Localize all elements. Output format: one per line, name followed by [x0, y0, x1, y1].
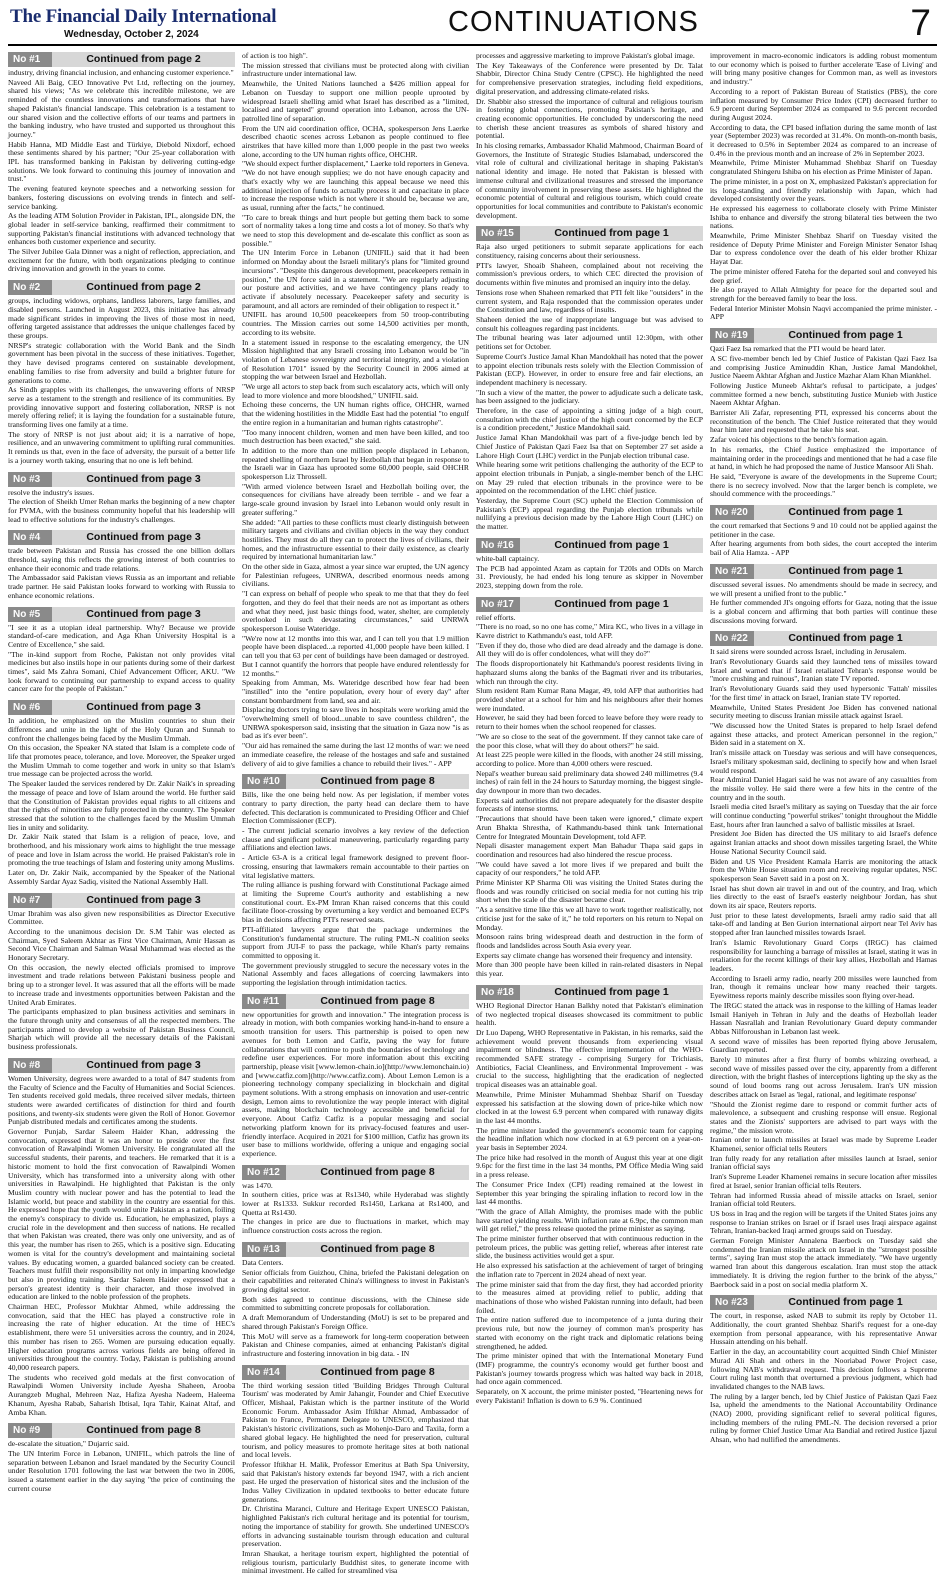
continued-from-label: Continued from page 3 — [52, 472, 235, 487]
story-paragraph: He expressed his eagerness to collaborate closely with Prime Minister Ishiba to enhance and diversify the strong bilateral ties between the two nations. — [710, 203, 937, 231]
continued-from-label: Continued from page 1 — [520, 226, 703, 241]
continued-from-label: Continued from page 3 — [52, 700, 235, 715]
story-number: No #1 — [8, 52, 52, 67]
story-paragraph: "Precautions that should have been taken were ignored," climate expert Arun Bhakta Shrestha, of Kathmandu-based think tank International Centre for Integrated Mountain Development, told AFP. — [476, 814, 703, 841]
story-header — [8, 1423, 235, 1438]
story-paragraph: NRSP's strategic collaboration with the World Bank and the Sindh government has been pivotal in the success of these initiatives. Together, they have devised programs centered on sustainable development, enabling families to rise from adversity and build a brighter future for generations to come. — [8, 340, 235, 385]
story-paragraph: Slum resident Ram Kumar Rana Magar, 49, told AFP that authorities had provided shelter at a school for him and his neighbours after their homes were inundated. — [476, 686, 703, 713]
continuation-story — [710, 328, 937, 499]
story-paragraph: "Should the Zionist regime dare to respond or commit further acts of malevolence, a subsequent and crushing response will ensue. Regional states and the Zionists' supporters are advised to part ways with the regime," the mission wrote. — [710, 1099, 937, 1135]
story-body — [710, 52, 937, 322]
story-body — [8, 717, 235, 886]
continued-from-label: Continued from page 1 — [754, 328, 937, 343]
story-body — [710, 1312, 937, 1445]
story-header — [8, 530, 235, 545]
story-body — [476, 52, 703, 220]
continued-from-label: Continued from page 3 — [52, 607, 235, 622]
story-paragraph: According to a report of Pakistan Bureau of Statistics (PBS), the core inflation measured by Consumer Price Index (CPI) decreased further to 6.9 percent during September 2024 as compared to 9.6 percent recorded during August 2024. — [710, 86, 937, 122]
story-paragraph: Yesterday, the Supreme Court (SC) upheld the Election Commission of Pakistan's (ECP) appeal regarding the Punjab election tribunals while nullifying a previous decision made by the Lahore High Court (LHC) on the matter. — [476, 496, 703, 532]
story-number: No #11 — [242, 994, 286, 1009]
continuation-story — [242, 1242, 469, 1359]
story-paragraph: Nepal's weather bureau said preliminary data showed 240 millimetres (9.4 inches) of rain fell in the 24 hours to Saturday morning, the biggest single-day downpour in more than two decades. — [476, 768, 703, 796]
story-header — [710, 564, 937, 579]
story-body — [242, 1382, 469, 1576]
story-paragraph: Meanwhile, the United Nations launched a $426 million appeal for Lebanon on Tuesday to support one million people uprooted by widespread Israeli shelling amid what Israel has described as a "limited, localised and targeted" ground operation into Lebanon, across the UN-patrolled line of separation. — [242, 79, 469, 123]
page-number: 7 — [910, 2, 931, 43]
story-paragraph: Meanwhile, United States President Joe Biden has convened national security meeting to discuss Iranian missile attack against Israel. — [710, 702, 937, 721]
story-paragraph: The UN Interim Force in Lebanon, UNIFIL, which patrols the line of separation between Lebanon and Israel mandated by the Security Council under Resolution 1701 following the last war between the two in 2006, issued a statement earlier in the day saying "the price of continuing the current course — [8, 1448, 235, 1493]
story-paragraph: groups, including widows, orphans, landless laborers, large families, and disabled persons. Launched in August 2023, this initiative has already made significant strides in improving the lives of those most in need, offering targeted assistance that addresses the unique challenges faced by these groups. — [8, 296, 235, 340]
story-paragraph: industry, driving financial inclusion, and enhancing customer experience." — [8, 68, 234, 77]
continuation-story — [710, 631, 937, 1289]
story-paragraph: white-ball captaincy. — [476, 553, 540, 563]
story-paragraph: Both sides agreed to continue discussions, with the Chinese side committed to submitting concrete proposals for collaboration. — [242, 1294, 469, 1313]
story-paragraph: Habib Hanna, MD Middle East and Türkiye, Diebold Nixdorf, echoed these sentiments shared by his partner; "Our 25-year collaboration with IPL has transformed banking in Pakistan by delivering cutting-edge solutions. We look forward to continuing this journey of innovation and trust." — [8, 139, 235, 184]
story-paragraph: The prime minister, in a post on X, emphasized Pakistan's appreciation for its long-standing and friendly relationship with Japan, which had developed consistently over the years. — [710, 176, 937, 204]
story-paragraph: "We should expect further displacement," Laerke told reporters in Geneva. "We do not have enough supplies; we do not have enough capacity and that's exactly why we are launching this appeal because we need this additional injection of funds to actually process it and capacitate in place to increase the response which is not where it should be, because we are, as usual, running after the facts," he continued. — [242, 159, 469, 212]
story-body — [476, 1002, 703, 1406]
continuation-story — [8, 700, 235, 886]
story-paragraph: The election of Sheikh Umer Rehan marks the beginning of a new chapter for PVMA, with the business community hopeful that his leadership will lead to effective solutions for the industry's challenges. — [8, 497, 235, 524]
continued-from-label: Continued from page 8 — [52, 1423, 235, 1438]
continuation-story — [710, 505, 937, 558]
story-paragraph: He also expressed his satisfaction at the achievement of target of bringing the inflation rate to 7percent in 2024 ahead of next year. — [476, 1261, 703, 1279]
story-paragraph: de-escalate the situation," Dujarric said. — [8, 1439, 130, 1449]
story-paragraph: of action is too high". — [242, 51, 308, 60]
story-paragraph: German Foreign Minister Annalena Baerbock on Tuesday said she condemned the Iranian missile attack on Israel in the "strongest possible terms", saying Iran must stop the attack immediately. "We have urgently warned Iran about this dangerous escalation. Iran must stop the attack immediately. It is driving the region further to the brink of the abyss," Baerbock said in a post on social media platform X. — [710, 1236, 937, 1289]
continuation-story — [8, 472, 235, 525]
story-paragraph: Israel has shut down air travel in and out of the country, and Iraq, which lies directly to the east of Israel's easterly neighbour Jordan, has shut down its air space, Reuters reports. — [710, 883, 937, 911]
story-paragraph: The Silver Jubilee Gala Dinner was a night of reflection, appreciation, and excitement for the future, with both organizations pledging to continue driving innovation and growth in the years to come. — [8, 247, 235, 274]
story-paragraph: Meanwhile, Prime Minister Muhammad Shehbaz Sharif on Tuesday congratulated Shingeru Ishiba on his election as Prime Minister of Japan. — [710, 158, 937, 177]
story-number: No #13 — [242, 1242, 286, 1257]
column-1 — [8, 52, 235, 1524]
continued-from-label: Continued from page 2 — [52, 280, 235, 295]
story-paragraph: The government previously struggled to secure the necessary votes in the National Assembly and faces allegations of coercing lawmakers into supporting the legislation through intimidation tactics. — [242, 960, 469, 988]
story-body — [242, 52, 469, 768]
column-3 — [476, 52, 703, 1524]
story-number: No #17 — [476, 597, 520, 612]
story-paragraph: The evening featured keynote speeches and a networking session for bankers, fostering discussions on evolving trends in fintech and self-service banking. — [8, 184, 235, 211]
story-paragraph: "As a sensitive time like this we all have to work together realistically, not criticise just for the sake of it," he told reporters on his return to Nepal on Monday. — [476, 905, 703, 932]
story-paragraph: As Sindh grapples with its challenges, the unwavering efforts of NRSP serve as a testament to the strength and resilience of its communities. By providing innovative support and fostering collaboration, NRSP is not merely offering relief; it is laying the foundation for a sustainable future, transforming lives one family at a time. — [8, 385, 235, 430]
story-paragraph: was 1470. — [242, 1180, 273, 1190]
story-body — [242, 1259, 469, 1359]
story-number: No #6 — [8, 700, 52, 715]
story-paragraph: Imran Shaukat, a heritage tourism expert, highlighted the potential of religious tourism, particularly Buddhist sites, to generate income with minimal investment. He called for streamlined visa — [242, 1548, 469, 1576]
story-paragraph: Senior officials from Guizhou, China, briefed the Pakistani delegation on their capabilities and reiterated China's willingness to invest in Pakistan's growing digital sector. — [242, 1267, 469, 1294]
story-paragraph: While hearing some writ petitions challenging the authority of the ECP to appoint election tribunals in Punjab, a single-member bench of the LHC on May 29 ruled that election tribunals in the province were to be appointed on the recommendation of the LHC chief justice. — [476, 460, 703, 496]
continued-from-label: Continued from page 1 — [520, 597, 703, 612]
story-paragraph: Shaheen denied the use of inappropriate language but was advised to consult his colleagues regarding past incidents. — [476, 314, 703, 333]
story-paragraph: "We urge all actors to step back from such escalatory acts, which will only lead to more violence and more bloodshed," UNIFIL said. — [242, 382, 469, 400]
story-paragraph: Later on, Dr. Zakir Naik, accompanied by the Speaker of the National Assembly Sardar Ayaz Sadiq, visited the National Assembly Hall. — [8, 868, 235, 886]
story-paragraph: Professor Iftikhar H. Malik, Professor Emeritus at Bath Spa University, said that Pakistan's history extends far beyond 1947, with a rich ancient past. He urged the preservation of historical sites and the inclusion of the Indus Valley Civilization in updated textbooks to better educate future generations. — [242, 1459, 469, 1504]
story-paragraph: The changes in price are due to fluctuations in market, which may influence construction costs across the region. — [242, 1217, 469, 1236]
story-paragraph: The prime minister opined that with the International Monetary Fund (IMF) programme, the country's economy would get further boost and Pakistan's journey towards progress which was halted way back in 2018, had once again commenced. — [476, 1351, 703, 1387]
story-paragraph: "I see it as a utopian ideal partnership. Why? Because we provide standard-of-care medication, and Aga Khan University Hospital is a Centre of Excellence," she said. — [8, 622, 235, 649]
story-paragraph: relief efforts. — [476, 612, 516, 622]
story-paragraph: The IRGC stated the attack was in response to the killing of Hamas leader Ismail Haniyeh in Tehran in July and the deaths of Hezbollah leader Hassan Nasrallah and Iranian Revolutionary Guard deputy commander Abbas Nilforoushan in Lebanon last week. — [710, 1000, 937, 1036]
story-paragraph: On this occasion, the Speaker NA stated that Islam is a complete code of life that promotes peace, tolerance, and love. Moreover, the Speaker urged the Muslim Ummah to come together and work in unity so that Islam's true message can be projected across the world. — [8, 743, 235, 779]
story-paragraph: the court remarked that Sections 9 and 10 could not be applied against the petitioner in the case. — [710, 521, 937, 539]
continued-from-label: Continued from page 1 — [754, 631, 937, 646]
story-body — [8, 624, 235, 695]
story-paragraph: The Key Takeaways of the Conference were presented by Dr. Talat Shabbir, Director China Study Centre (CPSC). He highlighted the need for comprehensive preservation strategies, including field expeditions, digital preservation, and addressing climate-related risks. — [476, 60, 703, 96]
story-paragraph: Qazi Faez Isa remarked that the PTI would be heard later. — [710, 344, 886, 354]
story-paragraph: Iran's Revolutionary Guards said they launched tens of missiles toward Israel and warned that if Israel retaliated Tehran's response would be "more crushing and ruinous", Iranian state TV reported. — [710, 657, 937, 684]
story-number: No #7 — [8, 893, 52, 908]
continuation-story — [8, 530, 235, 600]
continued-from-label: Continued from page 8 — [286, 1242, 469, 1257]
story-paragraph: "Too many innocent children, women and men have been killed, and too much destruction has been exacted," she said. — [242, 427, 469, 446]
story-body — [8, 547, 235, 600]
story-paragraph: Israeli media cited Israel's military as saying on Tuesday that the air force will continue conducting "powerful strikes" tonight throughout the Middle East, hours after Iran launched a salvo of ballistic missiles at Israel. — [710, 802, 937, 829]
story-paragraph: WHO Regional Director Hanan Balkhy noted that Pakistan's elimination of two neglected tropical diseases showcased its commitment to public health. — [476, 1000, 703, 1028]
story-paragraph: Iran fully ready for any retaliation after missiles launch at Israel, senior Iranian official says — [710, 1153, 937, 1172]
story-paragraph: He said, "Everyone is aware of the developments in the Supreme Court; there is no secrecy involved. Now that the larger bench is complete, we should commence with the proceedings." — [710, 471, 937, 499]
continuation-story — [476, 52, 703, 220]
story-header — [8, 700, 235, 715]
story-paragraph: The floods disproportionately hit Kathmandu's poorest residents living in haphazard slums along the banks of the Bagmati river and its tributaries, which run through the city. — [476, 659, 703, 686]
story-paragraph: A second wave of missiles has been reported flying above Jerusalem, Guardian reported. — [710, 1036, 937, 1055]
continuation-story — [8, 1058, 235, 1417]
story-paragraph: Data Centers. — [242, 1257, 284, 1267]
continuation-story — [8, 607, 235, 695]
story-body — [476, 555, 703, 591]
story-paragraph: "There is no road, so no one has come," Mira KC, who lives in a village in Kavre district to Kathmandu's east, told AFP. — [476, 622, 703, 641]
story-paragraph: Prime Minister KP Sharma Oli was visiting the United States during the floods and was roundly criticised on social media for not cutting his trip short when the scale of the disaster became clear. — [476, 878, 703, 905]
story-header — [476, 226, 703, 241]
story-number: No #2 — [8, 280, 52, 295]
continued-from-label: Continued from page 3 — [52, 1058, 235, 1073]
story-body — [710, 345, 937, 499]
story-paragraph: UNIFIL has around 10,500 peacekeepers from 50 troop-contributing countries. The Mission carries out some 14,500 activities per month, according to its website. — [242, 310, 469, 337]
story-paragraph: The third working session titled 'Building Bridges Through Cultural Tourism' was moderated by Amir Jahangir, Founder and Chief Executive Officer, Mishaal, Pakistan which is the partner institute of the World Economic Forum. Ambassador Asim Iftikhar Ahmad, Ambassador of Pakistan to France, Permanent Delegate to UNESCO, emphasized that Pakistan's historic civilizations, such as Mohenjo-Daro and Taxila, form a shared global legacy. He highlighted the need for preservation, cultural tourism, and policy measures to promote heritage sites at both national and local levels. — [242, 1380, 469, 1460]
story-paragraph: Iran's missile attack on Tuesday was serious and will have consequences, Israel's military spokesman said, declining to specify how and when Israel would respond. — [710, 748, 937, 775]
story-paragraph: Separately, on X account, the prime minister posted, "Heartening news for every Pakistani! Inflation is down to 6.9 %. Continued — [476, 1387, 703, 1405]
story-paragraph: The tribunal hearing was later adjourned until 12:30pm, with other petitions set for October. — [476, 333, 703, 352]
continuation-story — [476, 597, 703, 979]
continuation-story — [710, 52, 937, 322]
story-number: No #18 — [476, 985, 520, 1000]
story-header — [710, 328, 937, 343]
story-paragraph: Monsoon rains bring widespread death and destruction in the form of floods and landslides across South Asia every year. — [476, 932, 703, 950]
story-paragraph: On the other side in Gaza, almost a year since war erupted, the UN agency for Palestinian refugees, UNRWA, described enormous needs among civilians. — [242, 562, 469, 589]
story-paragraph: The Speaker lauded the services rendered by Dr. Zakir Naik's in spreading the message of peace and love of Islam around the world. He further said that the Constitution of Pakistan provides equal rights to all citizens and that the rights of minorities are fully protected in the country. The Speaker stressed that the solution to the challenges faced by the Muslim Ummah lies in unity and solidarity. — [8, 779, 235, 832]
continued-from-label: Continued from page 8 — [286, 1165, 469, 1180]
story-paragraph: Women University, degrees were awarded to a total of 847 students from the Faculty of Science and the Faculty of Humanities and Social Sciences. Ten students received gold medals, three received silver medals, thirteen students were awarded certificates of distinction for third and fourth positions, and twenty-six students were given the Roll of Honor. Governor Punjab distributed medals and certificates among the students. — [8, 1073, 235, 1127]
story-number: No #14 — [242, 1365, 286, 1380]
story-paragraph: According to data, the CPI based inflation during the same month of last year (September 2023) was recorded at 31.4%. On month-on-month basis, it decreased to 0.5% in September 2024 as compared to an increase of 0.4% in the previous month and an increase of 2% in September 2023. — [710, 122, 937, 158]
story-paragraph: In a statement issued in response to the escalating emergency, the UN Mission highlighted that any Israeli crossing into Lebanon would be "in violation of Lebanese sovereignty and territorial integrity, and a violation of Resolution 1701" issued by the Security Council in 2006 aimed at stopping the war between Israel and Hezbollah. — [242, 337, 469, 382]
story-number: No #12 — [242, 1165, 286, 1180]
story-body — [8, 1440, 235, 1493]
story-paragraph: Tensions rose when Shaheen remarked that PTI felt like "outsiders" in the current system, and Raja responded that the commission operates under the Constitution and law, regardless of insults. — [476, 287, 703, 315]
story-paragraph: Umar Ibrahim was also given new responsibilities as Director Executive Committee. — [8, 908, 235, 927]
story-paragraph: The ruling alliance is pushing forward with Constitutional Package aimed at limiting the Supreme Court's authority and establishing a new constitutional court. Ex-PM Imran Khan raised concerns that this could facilitate floor-crossing by overturning a key verdict and bemoaned ECP's bias in decisions affecting PTI's reserved seats. — [242, 880, 469, 925]
story-body — [710, 522, 937, 558]
story-paragraph: Supreme Court's Justice Jamal Khan Mandokhail has noted that the power to appoint election tribunals rests solely with the Election Commission of Pakistan (ECP). However, in order to ensure free and fair elections, an independent machinery is necessary. — [476, 351, 703, 387]
story-number: No #23 — [710, 1295, 754, 1310]
story-number: No #4 — [8, 530, 52, 545]
story-paragraph: Meanwhile, Prime Minister Shehbaz Sharif on Tuesday visited the residence of Deputy Prime Minister and Foreign Minister Senator Ishaq Dar to express condolence over the death of his elder brother Khizar Hayat Dar. — [710, 231, 937, 267]
story-body — [710, 581, 937, 626]
continuation-story — [242, 774, 469, 987]
story-paragraph: Therefore, in the case of appointing a sitting judge of a high court, consultation with the chief justice of the high court concerned by the ECP is a condition precedent," Justice Mandokhail said. — [476, 406, 703, 433]
story-header — [476, 985, 703, 1000]
story-paragraph: Barely 10 minutes after a first flurry of bombs whizzing overhead, a second wave of missiles passed over the city, apparently from a different direction, with the bright flashes of interceptions lighting up the sky as the sound of loud booms rang out across Jerusalem. Iran's UN mission describes attack on Israel as 'legal, rational, and legitimate response' — [710, 1055, 937, 1099]
story-header — [242, 1365, 469, 1380]
story-paragraph: The entire nation suffered due to incompetence of a junta during their previous rule, but now the journey of common man's prosperity has started with economy on the right track and diplomatic relations being strengthened, he added. — [476, 1315, 703, 1351]
story-paragraph: In addition, he emphasized on the Muslim countries to shun their differences and unite in the light of the Holy Quran and Sunnah to confront the challenges being faced by the Muslim Ummah. — [8, 716, 235, 743]
continued-from-label: Continued from page 1 — [754, 1295, 937, 1310]
continuation-story — [476, 226, 703, 532]
masthead — [8, 4, 937, 46]
story-paragraph: President Joe Biden has directed the US military to aid Israel's defence against Iranian attacks and shoot down missiles targeting Israel, the White House National Security Council said. — [710, 829, 937, 856]
story-header — [8, 893, 235, 908]
story-paragraph: Iran's Islamic Revolutionary Guard Corps (IRGC) has claimed responsibility for launching a barrage of missiles at Israel, stating it was in retaliation for the recent killings of their key allies, Hezbollah and Hamas leaders. — [710, 937, 937, 973]
story-paragraph: "We could have saved a lot more lives if we prepared and built the capacity of our responders," he told AFP. — [476, 859, 703, 878]
story-paragraph: Meanwhile, Prime Minister Muhammad Shehbaz Sharif on Tuesday expressed his satisfaction at the slowing down of price-hike which now clocked in at the lowest 6.9 percent when compared with runaway digits in the last 44 months. — [476, 1089, 703, 1125]
story-paragraph: new opportunities for growth and innovation." The integration process is already in motion, with both companies working hand-in-hand to ensure a smooth transition for users. This partnership is poised to open new avenues for both Lemon and Catfiz, paving the way for future collaborations that will continue to push the boundaries of technology and redefine user experiences. For more information about this exciting partnership, please visit [www.lemon-chain.io](http://www.lemonchain.io) and [www.catfiz.com](http://www.catfiz.com). About Lemon Lemon is a pioneering technology company specializing in blockchain and digital payment solutions. With a strong emphasis on innovation and user-centric design, Lemon aims to revolutionize the way people interact with digital assets, making blockchain technology accessible and beneficial for everyone. About Catfiz Catfiz is a popular messaging and social networking platform known for its privacy-focused features and user-friendly interface. Acquired in 2021 for $100 million, Catfiz has grown its user base to millions worldwide, offering a unique and engaging social experience. — [242, 1009, 469, 1158]
continued-from-label: Continued from page 1 — [520, 538, 703, 553]
story-paragraph: According to the unanimous decision Dr. S.M Tahir was elected as Chairman, Syed Saleem Akhtar as First Vice Chairman, Amir Hassan as Second Vice Chairman and Salman Wasal Muhammad was elected as the Honorary Secretary. — [8, 926, 235, 963]
story-paragraph: He further commended JI's ongoing efforts for Gaza, noting that the issue is a global concern and affirming that both parties will continue these discussions moving forward. — [710, 598, 937, 625]
continued-from-label: Continued from page 3 — [52, 893, 235, 908]
story-paragraph: The Consumer Price Index (CPI) reading remained at the lowest in September this year bringing the spiraling inflation to record low in the last 44 months. — [476, 1179, 703, 1207]
continued-from-label: Continued from page 2 — [52, 52, 235, 67]
story-body — [242, 1182, 469, 1236]
story-paragraph: The court, in response, asked NAB to submit its reply by October 11. Additionally, the court granted Shehbaz Sharif's request for a one-day exemption from personal appearance, with his representative Anwar Hussain attending on his behalf. — [710, 1311, 937, 1347]
continued-from-label: Continued from page 1 — [754, 564, 937, 579]
story-number: No #5 — [8, 607, 52, 622]
story-paragraph: The prime minister offered Fateha for the departed soul and conveyed his deep grief. — [710, 266, 937, 285]
story-paragraph: Biden and US Vice President Kamala Harris are monitoring the attack from the White House situation room and receiving regular updates, NSC spokesperson Sean Savett said in a post on X. — [710, 856, 937, 883]
column-4 — [710, 52, 937, 1524]
story-paragraph: After hearing arguments from both sides, the court accepted the interim bail of Alia Hamza. - APP — [710, 539, 937, 558]
story-body — [8, 910, 235, 1052]
story-paragraph: "Even if they do, those who died are dead already and the damage is done. All they will do is offer condolences, what will they do?" — [476, 640, 703, 659]
article-columns — [8, 51, 938, 1576]
newspaper-name: The Financial Daily International — [10, 6, 277, 27]
story-paragraph: PTI's lawyer, Shoaib Shaheen, complained about not receiving the commission's previous orders, to which CEC directed the provision of documents within five minutes and promised an inquiry into the delay. — [476, 260, 703, 288]
story-paragraph: Just prior to these latest developments, Israeli army radio said that all take-off and landing at Ben Gurion international airport near Tel Aviv has stopped after Iran launched missiles towards Israel. — [710, 910, 937, 938]
story-body — [8, 297, 235, 465]
story-paragraph: The mission stressed that civilians must be protected along with civilian infrastructure under international law. — [242, 60, 469, 79]
story-paragraph: "In such a view of the matter, the power to adjudicate such a delicate task, has been assigned to the judiciary. — [476, 387, 703, 406]
story-header — [710, 631, 937, 646]
continued-from-label: Continued from page 1 — [520, 985, 703, 1000]
story-body — [476, 614, 703, 979]
story-paragraph: "We discussed how the United States is prepared to help Israel defend against these attacks, and protect American personnel in the region," Biden said in a statement on X. — [710, 721, 937, 748]
issue-date: Wednesday, October 2, 2024 — [64, 29, 199, 40]
story-paragraph: In his remarks, the Chief Justice emphasized the importance of maintaining order in the proceedings and mentioned that he had a case file at hand, in which he had proposed the name of Justice Mansoor Ali Shah. — [710, 444, 937, 472]
continuation-story — [8, 280, 235, 465]
section-title: CONTINUATIONS — [448, 6, 699, 38]
story-number: No #19 — [710, 328, 754, 343]
continued-from-label: Continued from page 8 — [286, 774, 469, 789]
story-paragraph: The story of NRSP is not just about aid; it is a narrative of hope, resilience, and an unwavering commitment to uplifting rural communities. It reminds us that, even in the face of adversity, the pursuit of a better life is a journey worth taking, ensuring that no one is left behind. — [8, 429, 235, 465]
story-paragraph: Dr Luo Dapeng, WHO Representative in Pakistan, in his remarks, said the achievement would prevent thousands from experiencing visual impairment or blindness. The effective implementation of the WHO-recommended SAFE strategy - comprising Surgery for Trichiasis, Antibiotics, Facial Cleanliness, and Environmental Improvement - was crucial to the success, highlighting that the eradication of neglected tropical diseases was an attainable goal. — [476, 1027, 703, 1090]
continuation-story — [476, 985, 703, 1406]
story-body — [242, 1011, 469, 1159]
story-paragraph: The prime minister said that from the day first, they had accorded priority to the measures aimed at providing relief to public, adding that machinations of those who wished Pakistan running into default, had been foiled. — [476, 1279, 703, 1315]
story-paragraph: A SC five-member bench led by Chief Justice of Pakistan Qazi Faez Isa and comprising Justice Aminuddin Khan, Justice Jamal Mandokhel, Justice Naeem Akhtar Afghan and Justice Mazhar Alam Khan Miankhel. — [710, 353, 937, 381]
story-paragraph: This MoU will serve as a framework for long-term cooperation between Pakistan and Chinese companies, aimed at enhancing Pakistan's digital infrastructure and fostering innovation in big data. - IN — [242, 1331, 469, 1358]
story-body — [476, 243, 703, 532]
story-header — [8, 52, 235, 67]
story-paragraph: PTI-affiliated lawyers argue that the package undermines the Constitution's fundamental structure. The ruling PML-N coalition seeks support from JUI-F to pass the package, while Khan's party remains committed to opposing it. — [242, 924, 469, 960]
story-paragraph: Governor Punjab, Sardar Saleem Haider Khan, addressing the convocation, expressed that it was an honor to preside over the first convocation of Rawalpindi Women University. He congratulated all the successful students, their parents, and teachers. He remarked that it is a historic moment to hold the first convocation of Rawalpindi Women University, which has transformed into a university along with other universities in Rawalpindi. He highlighted that Pakistan is the only Muslim country with nuclear power and has the potential to lead the Islamic world, but peace and stability in the country are essential for this. He expressed hope that the youth would unite Pakistan as a nation, foiling the enemy's conspiracy to divide us. Education, he emphasized, plays a crucial role in the development and then success of nations. He recalled that when Pakistan was created, there was only one university, and as of this year, the number has risen to 265, which is a positive sign. Educating women is vital for the country's development and maintaining societal values. By educating women, a guarded balanced society can be created. Teachers must fulfill their responsibility not only in imparting knowledge but also in providing training. Sardar Saleem Haider expressed that a person's greatest identity is their character, and those involved in education are linked to the noble profession of the prophets. — [8, 1127, 235, 1302]
continuation-story — [476, 538, 703, 591]
story-paragraph: "We're now at 12 months into this war, and I can tell you that 1.9 million people have been displaced...a reported 41,000 people have been killed. I can tell you that 63 per cent of buildings have been damaged or destroyed. But I cannot quantify the horrors that people have endured relentlessly for 12 months." — [242, 633, 469, 678]
story-number: No #8 — [8, 1058, 52, 1073]
story-paragraph: Tehran had informed Russia ahead of missile attacks on Israel, senior Iranian official told Reuters. — [710, 1190, 937, 1209]
story-paragraph: According to Israeli army radio, nearly 200 missiles were launched from Iran, though it remains unclear how many reached their targets. Eyewitness reports mainly describe missiles soon flying over-head. — [710, 973, 937, 1001]
story-paragraph: Speaking from Amman, Ms. Wateridge described how fear had been "instilled" into the "entire population, every hour of every day" after constant bombardment from land, sea and air. — [242, 678, 469, 705]
story-paragraph: processes and aggressive marketing to improve Pakistan's global image. — [476, 51, 695, 60]
story-number: No #22 — [710, 631, 754, 646]
column-2 — [242, 51, 469, 1576]
story-header — [476, 538, 703, 553]
story-paragraph: Bills, like the one being held now. As per legislation, if member votes contrary to party direction, the party head can declare them to have defected. This declaration is communicated to Presiding Officer and Chief Election Commissioner (ECP). — [242, 790, 469, 826]
story-number: No #9 — [8, 1423, 52, 1438]
story-paragraph: The prime minister further observed that with continuous reduction in the petroleum prices, the public was getting relief, whereas after interest rate slide, the business activities would get a spur. — [476, 1234, 703, 1261]
story-paragraph: "With armed violence between Israel and Hezbollah boiling over, the consequences for civilians have already been terrible - and we fear a large-scale ground invasion by Israel into Lebanon would only result in greater suffering." — [242, 481, 469, 517]
story-header — [476, 597, 703, 612]
story-header — [8, 472, 235, 487]
continuation-story — [242, 1165, 469, 1236]
story-number: No #15 — [476, 226, 520, 241]
story-paragraph: resolve the industry's issues. — [8, 487, 95, 497]
continuation-story — [710, 564, 937, 626]
story-paragraph: Zafar voiced his objections to the bench's formation again. — [710, 435, 888, 445]
story-paragraph: Earlier in the day, an accountability court acquitted Sindh Chief Minister Murad Ali Shah and others in the Nooriabad Power Project case, following NAB's withdrawal request. This decision follows a Supreme Court ruling last month that overturned a previous judgment, which had invalidated changes to the NAB laws. — [710, 1347, 937, 1391]
story-body — [8, 1075, 235, 1417]
story-paragraph: "To care to break things and hurt people but getting them back to some sort of normality takes a long time and costs a lot of money. So that's why we need to stop this development and de-escalate this conflict as soon as possible." — [242, 212, 469, 248]
story-header — [242, 774, 469, 789]
story-body — [710, 648, 937, 1289]
continuation-story — [8, 893, 235, 1052]
story-paragraph: More than 300 people have been killed in rain-related disasters in Nepal this year. — [476, 960, 703, 979]
story-paragraph: She added: "All parties to these conflicts must clearly distinguish between military targets and civilians and civilian objects in the way they conduct hostilities. They must do all they can to protect the lives of civilians, their homes, and the infrastructure essential to their daily existence, as clearly required by international humanitarian law." — [242, 517, 469, 562]
story-body — [242, 791, 469, 987]
continuation-story — [242, 52, 469, 768]
continued-from-label: Continued from page 8 — [286, 994, 469, 1009]
story-paragraph: Experts say climate change has worsened their frequency and intensity. — [476, 950, 693, 960]
story-paragraph: As the leading ATM Solution Provider in Pakistan, IPL, alongside DN, the global leader in self-service banking, reaffirmed their commitment to supporting Pakistan's financial institutions with advanced technology that enhances both customer experience and security. — [8, 211, 235, 247]
story-paragraph: "We are so close to the seat of the government. If they cannot take care of the poor this close, what will they do about others?" he said. — [476, 731, 703, 750]
story-paragraph: US boss in Iraq and the region will be targets if the United States joins any response to Iranian strikes on Israel or if Israel uses Iraqi airspace against Tehran, Iranian-backed Iraqi armed groups said on Tuesday. — [710, 1208, 938, 1236]
continuation-story — [242, 994, 469, 1159]
continued-from-label: Continued from page 3 — [52, 530, 235, 545]
story-paragraph: Following Justice Muneeb Akhtar's refusal to participate, a judges' committee formed a new bench, substituting Justice Munieb with Justice Naeem Akhtar Afghan. — [710, 380, 937, 408]
story-paragraph: Rear Admiral Daniel Hagari said he was not aware of any casualties from the missile volley. He said there were a few hits in the centre of the country and in the south. — [710, 775, 937, 802]
story-paragraph: "With the grace of Allah Almighty, the promises made with the public have started yielding results. With inflation rate at 6.9pc, the common man will get relief," the press release quoted the prime minister as saying. — [476, 1206, 703, 1234]
story-paragraph: Iranian order to launch missiles at Israel was made by Supreme Leader Khamenei, senior official tells Reuters — [710, 1135, 937, 1154]
story-paragraph: The participants emphasized to plan business activities and seminars in the future through unity and consensus of all the respected members. The participants aimed to develop a website of Pakistan Business Council, Sharjah which will provide all the necessary details of the Pakistani business professionals. — [8, 1007, 235, 1052]
story-number: No #20 — [710, 505, 754, 520]
continuation-story — [8, 52, 235, 274]
story-paragraph: Dr. Shabbir also stressed the importance of cultural and religious tourism in fostering global connections, promoting Pakistan's heritage, and creating economic opportunities. He concluded by underscoring the need to cherish these ancient treasures as symbols of shared history and potential. — [476, 96, 703, 141]
story-paragraph: At least 225 people were killed in the floods, with another 24 still missing, according to police. More than 4,000 others were rescued. — [476, 750, 703, 768]
story-header — [710, 505, 937, 520]
story-paragraph: Naveed Ali Baig, CEO Innovative Pvt Ltd, reflecting on the journey, shared his views; "As we celebrate this incredible milestone, we are reminded of the countless innovations and transformations that have shaped Pakistan's financial landscape. This celebration is a testament to our shared vision and the collective efforts of our teams and partners in the banking industry, who have trusted and supported us throughout this journey." — [8, 77, 235, 139]
story-paragraph: In addition to the more than one million people displaced in Lebanon, repeated shelling of northern Israel by Hezbollah that began in response to the Israeli war in Gaza has uprooted some 60,000 people, said OHCHR spokesperson Liz Throssell. — [242, 445, 469, 482]
story-paragraph: The ruling by a larger bench, led by Chief Justice of Pakistan Qazi Faez Isa, upheld the amendments to the National Accountability Ordinance (NAO) 2000, providing significant relief to several political figures, including members of the ruling PML-N. The decision reversed a prior ruling by former Chief Justice Umar Ata Bandial and retired Justice Ijazul Ahsan, who had nullified the amendments. — [710, 1391, 937, 1445]
story-paragraph: - The current judicial scenario involves a key review of the defection clause and significant political maneuvering, particularly regarding party affiliations and election laws. — [242, 826, 469, 853]
continued-from-label: Continued from page 1 — [754, 505, 937, 520]
story-header — [8, 280, 235, 295]
story-paragraph: The prime minister lauded the government's economic team for capping the headline inflation which now clocked in at 6.9 percent on a year-on-year basis in September 2024. — [476, 1125, 703, 1153]
story-paragraph: "Our aid has remained the same during the last 12 months of war: we need an immediate ceasefire, the release of the hostages and safe and sustained delivery of aid to give families a chance to rebuild their lives." - APP — [242, 741, 469, 768]
story-paragraph: Chairman HEC, Professor Mukhtar Ahmed, while addressing the convocation, said that the HEC has played a constructive role in increasing the rate of higher education. At the time of HEC's establishment, there were 51 universities across the country, and in 2024, this number has risen to 265. Women are pursuing education equally. Higher education programs across various fields are being offered in universities throughout the country. Today, Pakistan is publishing around 40,000 research papers. — [8, 1302, 235, 1372]
story-number: No #16 — [476, 538, 520, 553]
story-paragraph: The UN Interim Force in Lebanon (UNIFIL) said that it had been informed on Monday about the Israeli military's plans for "limited ground incursions". "Despite this dangerous development, peacekeepers remain in position," the UN force said in a statement. "We are regularly adjusting our posture and activities, and we have contingency plans ready to activate if absolutely necessary. Peacekeeper safety and security is paramount, and all actors are reminded of their obligation to respect it." — [242, 248, 469, 310]
story-paragraph: Experts said authorities did not prepare adequately for the disaster despite forecasts of intense storms. — [476, 795, 703, 814]
story-paragraph: The PCB had appointed Azam as captain for T20Is and ODIs on March 31. Previously, he had ended his long tenure as skipper in November 2023, stepping down from the role. — [476, 563, 703, 590]
story-number: No #21 — [710, 564, 754, 579]
story-paragraph: Nepali disaster management expert Man Bahadur Thapa said gaps in coordination and resources had also hindered the rescue process. — [476, 841, 703, 859]
story-paragraph: In his closing remarks, Ambassador Khalid Mahmood, Chairman Board of Governors, the Institute of Strategic Studies Islamabad, underscored the vital role of cultural and civilizational heritage in shaping Pakistan's national identity and image. He noted that Pakistan is blessed with immense cultural and civilizational treasures and stressed the importance of community involvement in preserving these assets. He highlighted the economic potential of cultural and religious tourism, which could create opportunities for local communities and contribute to Pakistan's economic development. — [476, 141, 703, 220]
story-paragraph: Barrister Ali Zafar, representing PTI, expressed his concerns about the reconstitution of the bench. The Chief Justice reiterated that they would hear him later and requested that he take his seat. — [710, 408, 937, 435]
story-paragraph: The price hike had resolved in the month of August this year at one digit 9.6pc for the first time in the last 34 months, PM Office Media Wing said in a press release. — [476, 1152, 703, 1180]
story-paragraph: It said sirens were sounded across Israel, including in Jerusalem. — [710, 647, 907, 657]
story-paragraph: The Ambassador said Pakistan views Russia as an important and reliable trade partner. He said Pakistan looks forward to working with Russia to enhance economic relations. — [8, 573, 235, 600]
story-paragraph: - Article 63-A is a critical legal framework designed to prevent floor-crossing, ensuring that lawmakers remain accountable to their parties on vital legislative matters. — [242, 853, 469, 880]
story-header — [8, 607, 235, 622]
continuation-story — [8, 1423, 235, 1493]
story-number: No #10 — [242, 774, 286, 789]
story-paragraph: Federal Interior Minister Mohsin Naqvi accompanied the prime minister. - APP — [710, 303, 937, 322]
story-paragraph: However, he said they had been forced to leave before they were ready to return to their homes when the school reopened for classes. — [476, 713, 703, 732]
story-paragraph: He also prayed to Allah Almighty for peace for the departed soul and strength for the bereaved family to bear the loss. — [710, 285, 937, 303]
continued-from-label: Continued from page 8 — [286, 1365, 469, 1380]
story-body — [8, 489, 235, 525]
story-paragraph: discussed several issues. No amendments should be made in secrecy, and we will present a unified front to the public." — [710, 579, 937, 598]
story-header — [8, 1058, 235, 1073]
story-header — [242, 1242, 469, 1257]
story-header — [242, 1165, 469, 1180]
story-paragraph: Justice Jamal Khan Mandokhail was part of a five-judge bench led by Chief Justice of Pakistan Qazi Faez Isa that on September 27 set aside a Lahore High Court (LHC) verdict in the Punjab election tribunal case. — [476, 433, 703, 460]
story-paragraph: Iran's Revolutionary Guards said they used hypersonic 'Fattah' missiles 'for the first time' in attack on Israel, Iranian state TV reported. — [710, 684, 937, 702]
story-body — [8, 69, 235, 274]
story-paragraph: trade between Pakistan and Russia has crossed the one billion dollars threshold, saying this reflects the growing interest of both countries to enhance their economic and trade relations. — [8, 546, 235, 573]
story-paragraph: Echoing these concerns, the UN human rights office, OHCHR, warned that the widening hostilities in the Middle East had the potential "to engulf the entire region in a humanitarian and human rights catastrophe". — [242, 400, 469, 427]
continuation-story — [710, 1295, 937, 1445]
story-paragraph: "The in-kind support from Roche, Pakistan not only provides vital medicines but also instils hope in our patients during some of their darkest times", said Ms Zahra Somani, Chief Advancement Officer, AKU. "We look forward to continuing our partnership to expand access to quality cancer care for the people of Pakistan." — [8, 649, 235, 694]
story-paragraph: Displacing doctors trying to save lives in hospitals were working amid the "overwhelming smell of blood...unable to save countless children", the UNRWA spokesperson said, insisting that the situation in Gaza now "is as bad as it's ever been". — [242, 705, 469, 741]
story-header — [242, 994, 469, 1009]
story-number: No #3 — [8, 472, 52, 487]
story-paragraph: Iran's Supreme Leader Khamenei remains in secure location after missiles fired at Israel, senior Iranian official tells Reuters. — [710, 1172, 937, 1190]
story-paragraph: In southern cities, price was at Rs1340, while Hyderabad was slightly lower at Rs1333. Sukkur recorded Rs1450, Larkana at Rs1400, and Quetta at Rs1430. — [242, 1190, 469, 1217]
story-paragraph: The students who received gold medals at the first convocation of Rawalpindi Women University include Ayesha Shaheen, Aroobа Aurangzeb Mughal, Mehreen Naz, Hafiza Ayesha Nadeem, Haleema Khanum, Ayesha Rabab, Saharish Ibtisal, Iqra Tahir, Kainat Altaf, and Amba Khan. — [8, 1372, 235, 1417]
story-header — [710, 1295, 937, 1310]
story-paragraph: Dr. Christina Maranci, Culture and Heritage Expert UNESCO Pakistan, highlighted Pakistan's rich cultural heritage and its potential for tourism, noting the importance of stability for growth. She underlined UNESCO's efforts in advancing sustainable tourism through education and cultural preservation. — [242, 1504, 469, 1549]
story-paragraph: From the UN aid coordination office, OCHA, spokesperson Jens Laerke described chaotic scenes across Lebanon as people continued to flee airstrikes that have killed more than 1,000 people in the past two weeks alone, according to the UN human rights office, OHCHR. — [242, 123, 469, 159]
story-paragraph: Raja also urged petitioners to submit separate applications for each constituency, raising concerns about their seriousness. — [476, 242, 703, 261]
story-paragraph: A draft Memorandum of Understanding (MoU) is set to be prepared and shared through Pakistan's Foreign Office. — [242, 1313, 469, 1331]
story-paragraph: On this occasion, the newly elected officials promised to improve investment and trade relations between Pakistani business people and bring up to a stronger level. It was assured that all the efforts will be made to increase trade and investments opportunities between Pakistan and the United Arab Emirates. — [8, 962, 235, 1007]
continuation-story — [242, 1365, 469, 1576]
story-paragraph: improvement in macro-economic indicators is adding robust momentum to our economy which is poised to further accelerate 'Ease of Living' and will bring many positive changes for Common man, as well as investors and industry." — [710, 51, 937, 87]
story-paragraph: Dr. Zakir Naik stated that Islam is a religion of peace, love, and brotherhood, and his missionary work aims to highlight the true message of peace and love in Islam across the world. He praised Pakistan's role in promoting the true teachings of Islam and fostering unity among Muslims. — [8, 832, 235, 868]
story-paragraph: "I can express on behalf of people who speak to me that that they do feel forgotten, and they do feel that their needs are not as important as others and what they need, just basic things food, water, shelter, are completely overlooked in such devastating circumstances," said UNRWA spokesperson Louise Wateridge. — [242, 589, 469, 633]
